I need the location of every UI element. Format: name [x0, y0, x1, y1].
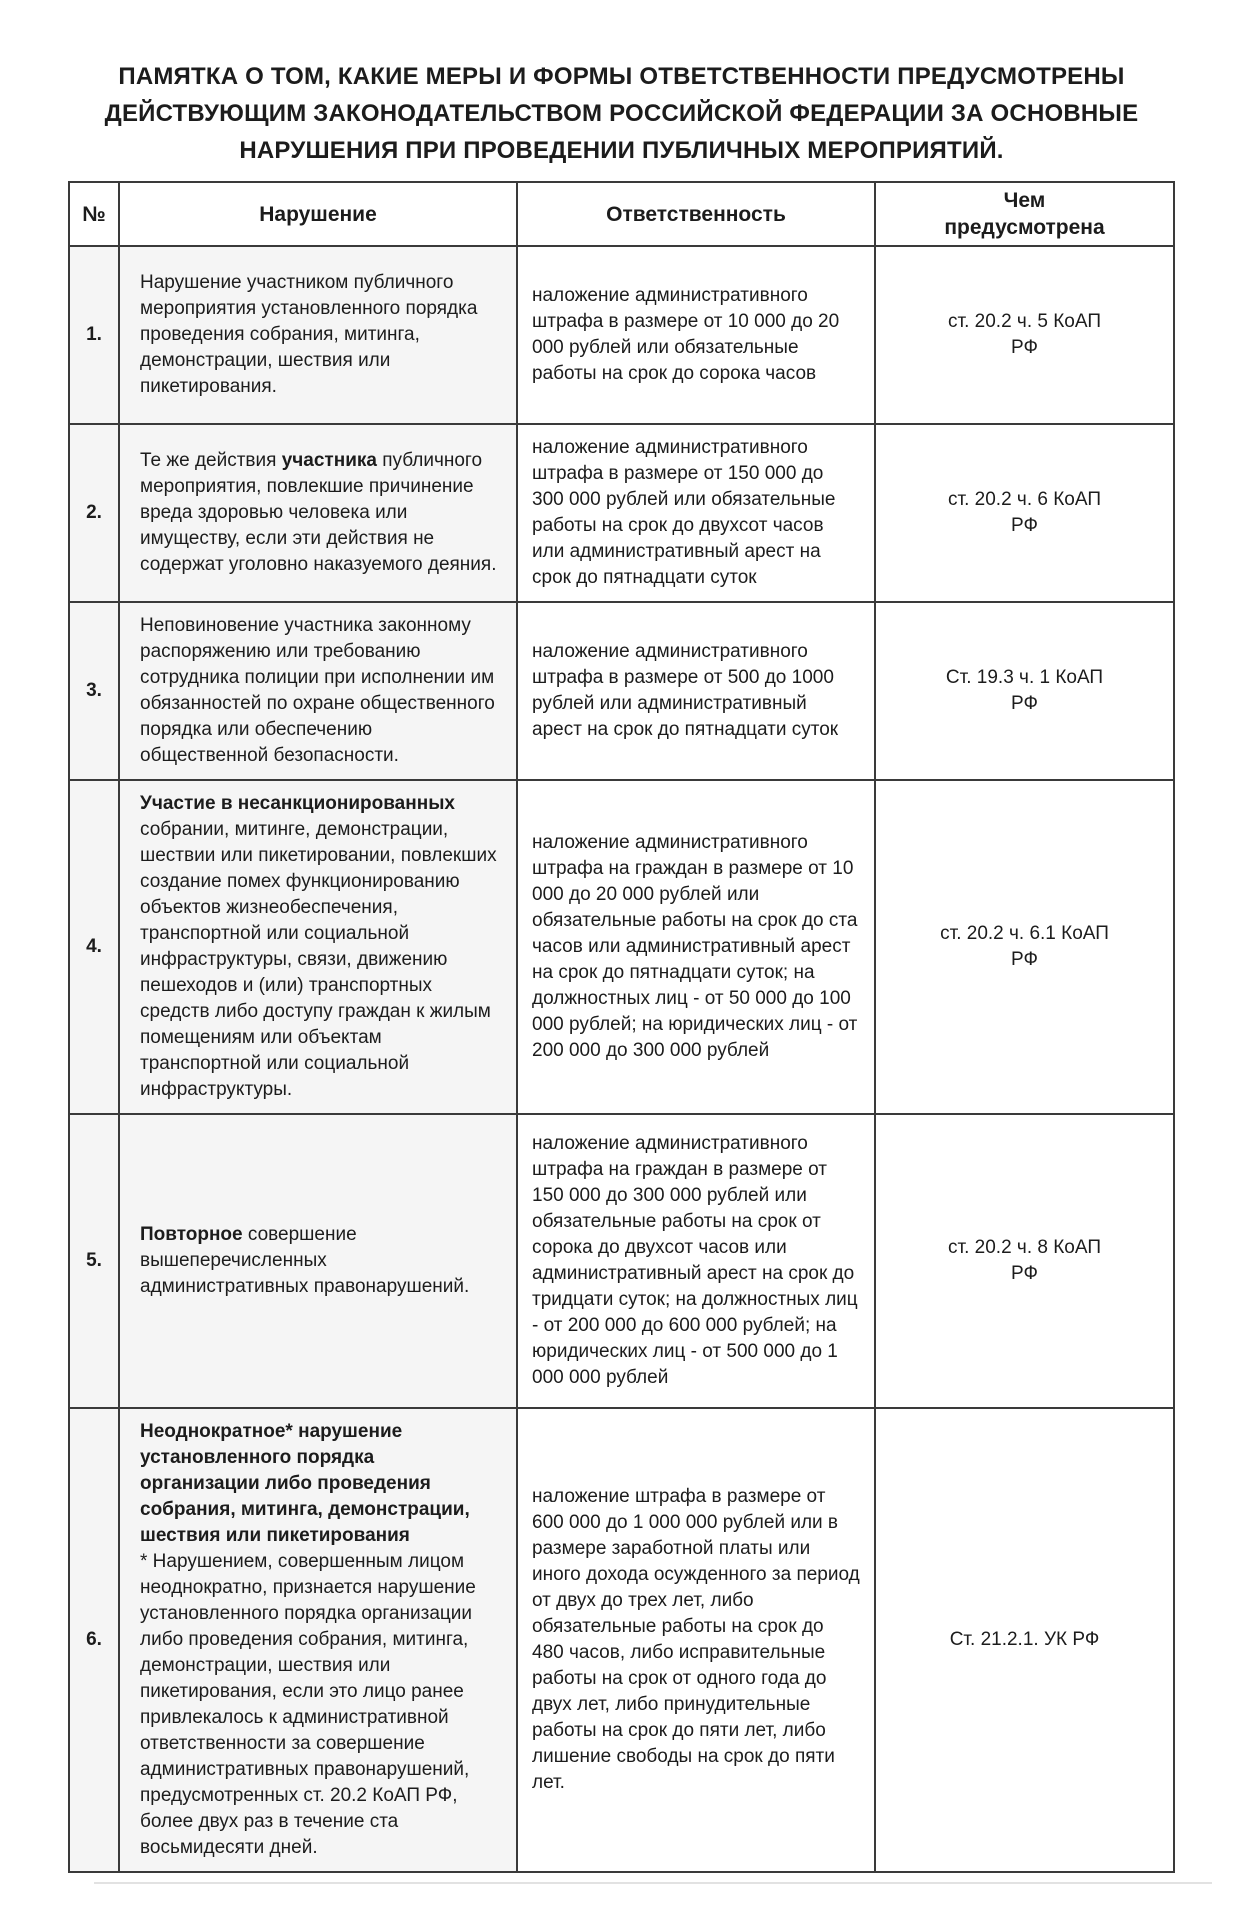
legal-basis-line: Ст. 19.3 ч. 1 КоАП: [945, 667, 1104, 688]
violation-text-segment: Повторное: [140, 1224, 243, 1245]
page-title: [72, 58, 1171, 169]
legal-basis-line: ст. 20.2 ч. 5 КоАП: [948, 311, 1101, 332]
legal-basis-line: ст. 20.2 ч. 6 КоАП: [948, 489, 1101, 510]
column-header-line: предусмотрена: [944, 216, 1105, 239]
legal-basis-cell: [875, 1408, 1174, 1872]
row-number-cell: 3.: [69, 602, 119, 780]
violation-cell: [119, 1408, 517, 1872]
legal-basis-line: РФ: [1011, 1263, 1038, 1284]
violation-text-segment: собрании, митинге, демонстрации, шествии или пикетировании, повлекших создание помех функционированию объектов жизнеобеспечения, транспортной или социальной инфраструктуры, связи, движению пешеходов и (или) транспортных средств либо доступу граждан к жилым помещениям или объектам транспортной или социальной инфраструктуры.: [140, 819, 497, 1100]
legal-basis-cell: [875, 246, 1174, 424]
violation-cell: [119, 424, 517, 602]
row-number-cell: 5.: [69, 1114, 119, 1408]
column-header: [517, 182, 875, 246]
legal-basis-cell: [875, 1114, 1174, 1408]
responsibility-cell: наложение штрафа в размере от 600 000 до 1 000 000 рублей или в размере заработной платы или иного дохода осужденного за период от двух до трех лет, либо обязательные работы на срок до 480 часов, либо исправительные работы на срок от одного года до двух лет, либо принудительные работы на срок до пяти лет, либо лишение свободы на срок до пяти лет.: [517, 1408, 875, 1872]
legal-basis-line: Ст. 21.2.1. УК РФ: [949, 1629, 1100, 1650]
violation-text-segment: Неоднократное* нарушение установленного порядка организации либо проведения собрания, митинга, демонстрации, шествия или пикетирования: [140, 1421, 470, 1546]
column-header-line: Чем: [1003, 189, 1046, 212]
table-row: [69, 780, 1174, 1114]
page-title-line: ПАМЯТКА О ТОМ, КАКИЕ МЕРЫ И ФОРМЫ ОТВЕТСТВЕННОСТИ ПРЕДУСМОТРЕНЫ: [118, 63, 1125, 90]
responsibility-cell: наложение административного штрафа в размере от 150 000 до 300 000 рублей или обязательные работы на срок до двухсот часов или административный арест на срок до пятнадцати суток: [517, 424, 875, 602]
legal-basis-cell: [875, 602, 1174, 780]
responsibility-cell: наложение административного штрафа на граждан в размере от 150 000 до 300 000 рублей или обязательные работы на срок от сорока до двухсот часов или административный арест на срок до тридцати суток; на должностных лиц - от 200 000 до 600 000 рублей; на юридических лиц - от 500 000 до 1 000 000 рублей: [517, 1114, 875, 1408]
responsibility-cell: наложение административного штрафа на граждан в размере от 10 000 до 20 000 рублей или обязательные работы на срок до ста часов или административный арест на срок до пятнадцати суток; на должностных лиц - от 50 000 до 100 000 рублей; на юридических лиц - от 200 000 до 300 000 рублей: [517, 780, 875, 1114]
violation-text-segment: совершение вышеперечисленных административных правонарушений.: [140, 1224, 470, 1297]
violation-cell: [119, 602, 517, 780]
scan-artifact-line: [94, 1882, 1212, 1884]
column-header: [119, 182, 517, 246]
violation-text-segment: Неповиновение участника законному распоряжению или требованию сотрудника полиции при исполнении им обязанностей по охране общественного порядка или обеспечению общественной безопасности.: [140, 615, 495, 766]
responsibility-cell: наложение административного штрафа в размере от 10 000 до 20 000 рублей или обязательные работы на срок до сорока часов: [517, 246, 875, 424]
column-header-line: Нарушение: [259, 202, 377, 226]
legal-basis-line: РФ: [1011, 693, 1038, 714]
row-number-cell: 6.: [69, 1408, 119, 1872]
table-row: [69, 602, 1174, 780]
column-header-line: Ответственность: [606, 202, 786, 226]
liability-table: [68, 181, 1175, 1873]
violation-cell: [119, 1114, 517, 1408]
table-row: [69, 246, 1174, 424]
violation-text-segment: публичного мероприятия, повлекшие причинение вреда здоровью человека или имуществу, если эти действия не содержат уголовно наказуемого деяния.: [140, 450, 497, 575]
row-number-cell: 1.: [69, 246, 119, 424]
column-header-line: №: [82, 202, 106, 226]
table-row: [69, 1114, 1174, 1408]
violation-text-segment: участника: [281, 450, 377, 471]
legal-basis-cell: [875, 424, 1174, 602]
violation-text-segment: Те же действия: [140, 450, 282, 471]
row-number-cell: 2.: [69, 424, 119, 602]
violation-cell: [119, 780, 517, 1114]
violation-text-segment: * Нарушением, совершенным лицом неоднократно, признается нарушение установленного порядка организации либо проведения собрания, митинга, демонстрации, шествия или пикетирования, если это лицо ранее привлекалось к административной ответственности за совершение административных правонарушений, предусмотренных ст. 20.2 КоАП РФ, более двух раз в течение ста восьмидесяти дней.: [140, 1551, 476, 1858]
header-row: [69, 182, 1174, 246]
table-body: [69, 246, 1174, 1872]
column-header: [875, 182, 1174, 246]
legal-basis-line: ст. 20.2 ч. 8 КоАП: [948, 1237, 1101, 1258]
legal-basis-line: РФ: [1011, 515, 1038, 536]
legal-basis-line: ст. 20.2 ч. 6.1 КоАП: [940, 923, 1109, 944]
row-number-cell: 4.: [69, 780, 119, 1114]
page-title-line: ДЕЙСТВУЮЩИМ ЗАКОНОДАТЕЛЬСТВОМ РОССИЙСКОЙ ФЕДЕРАЦИИ ЗА ОСНОВНЫЕ: [104, 100, 1139, 127]
legal-basis-line: РФ: [1011, 949, 1038, 970]
legal-basis-line: РФ: [1011, 337, 1038, 358]
legal-basis-cell: [875, 780, 1174, 1114]
table-row: [69, 424, 1174, 602]
violation-cell: [119, 246, 517, 424]
violation-text-segment: Нарушение участником публичного мероприятия установленного порядка проведения собрания, митинга, демонстрации, шествия или пикетирования.: [140, 272, 478, 397]
responsibility-cell: наложение административного штрафа в размере от 500 до 1000 рублей или административный арест на срок до пятнадцати суток: [517, 602, 875, 780]
table-row: [69, 1408, 1174, 1872]
violation-text-segment: Участие в несанкционированных: [140, 793, 455, 814]
column-header: [69, 182, 119, 246]
page-title-line: НАРУШЕНИЯ ПРИ ПРОВЕДЕНИИ ПУБЛИЧНЫХ МЕРОПРИЯТИЙ.: [239, 137, 1004, 164]
